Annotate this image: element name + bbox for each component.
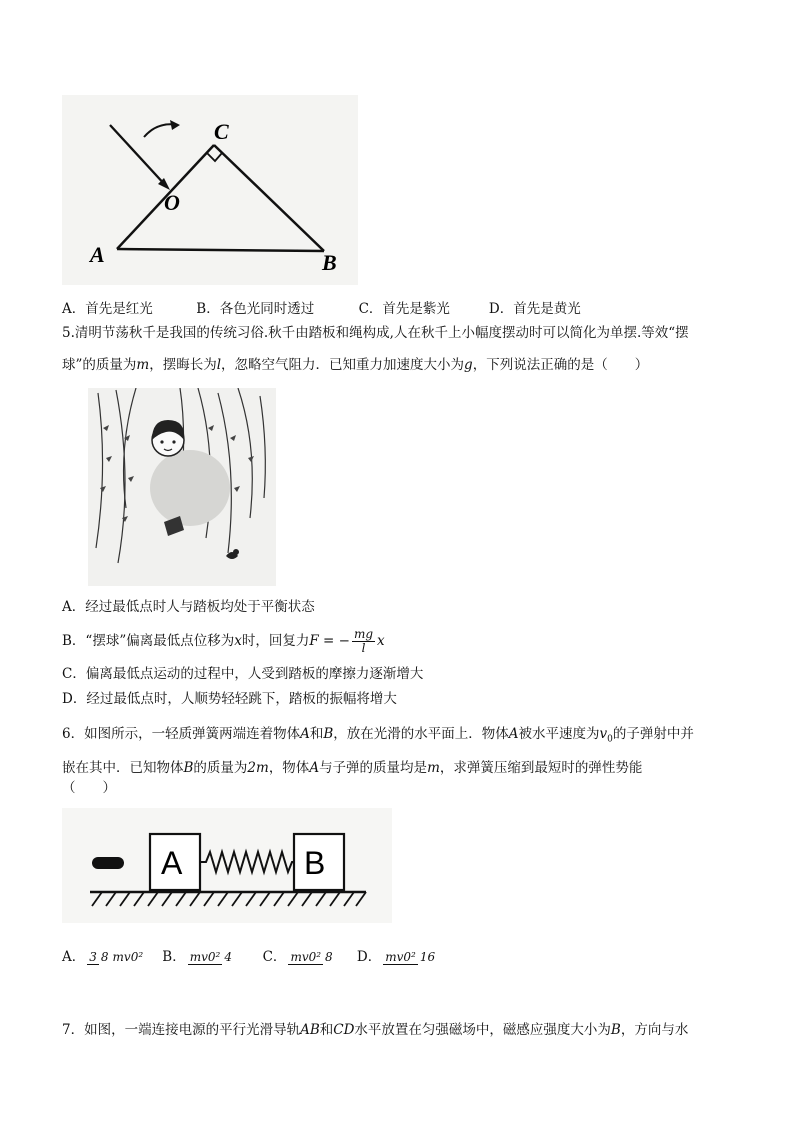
q5-option-b: B．“摆球”偏离最低点位移为x时，回复力F = − $\frac{mg}{l}$ x <box>62 627 385 655</box>
q5-option-d: D．经过最低点时，人顺势轻轻跳下，踏板的振幅将增大 <box>62 691 397 707</box>
label-A: A <box>90 242 105 267</box>
q6-option-b: B． mv0² 4 <box>162 949 232 965</box>
q6-stem-line2: 嵌在其中．已知物体B的质量为2m，物体A与子弹的质量均是m，求弹簧压缩到最短时的弹性势能 <box>62 760 643 776</box>
floor-hatching <box>92 892 366 906</box>
incident-ray <box>110 125 167 187</box>
prism-side-AB <box>117 249 324 251</box>
spring-blocks-figure <box>62 808 392 923</box>
q6-stem-line1: 6．如图所示，一轻质弹簧两端连着物体A和B，放在光滑的水平面上．物体A被水平速度为$v_0$的子弹射中并 <box>62 726 694 745</box>
q4-option-d: D．首先是黄光 <box>488 301 581 317</box>
q5-option-a: A．经过最低点时人与踏板均处于平衡状态 <box>62 599 315 615</box>
q4-options <box>62 299 581 319</box>
q6-option-c: C． mv0² 8 <box>262 949 333 965</box>
block-b-label: B <box>304 845 326 881</box>
right-angle-mark <box>207 153 222 161</box>
bullet <box>92 857 124 869</box>
q5-option-c: C．偏离最低点运动的过程中，人受到踏板的摩擦力逐渐增大 <box>62 666 424 682</box>
label-C: C <box>214 119 229 144</box>
prism-figure <box>62 95 358 285</box>
q6-options <box>62 940 439 974</box>
q5-stem-line1: 5.清明节荡秋千是我国的传统习俗.秋千由踏板和绳构成,人在秋千上小幅度摆动时可以简化为单摆.等效“摆 <box>62 325 689 341</box>
q6-stem-line3: （ ） <box>62 780 116 796</box>
label-O: O <box>164 190 180 215</box>
spring <box>200 852 294 872</box>
prism-side-CB <box>214 145 324 251</box>
q6-option-d: D． mv0² 16 <box>356 949 436 965</box>
q4-option-c: C．首先是紫光 <box>358 301 450 317</box>
rotation-arrowhead <box>170 120 180 130</box>
q6-option-a: A． 3 8 mv0² <box>62 949 144 965</box>
q7-stem-line1: 7．如图，一端连接电源的平行光滑导轨AB和CD水平放置在匀强磁场中，磁感应强度大小为B，方向与水 <box>62 1022 689 1038</box>
q5-stem-line2: 球”的质量为m，摆晦长为l，忽略空气阻力．已知重力加速度大小为g，下列说法正确的是（ ） <box>62 357 649 373</box>
q4-option-b: B．各色光同时透过 <box>196 301 315 317</box>
block-a-label: A <box>161 845 183 881</box>
q4-option-a: A．首先是红光 <box>62 301 153 317</box>
swing-body <box>150 450 230 526</box>
label-B: B <box>322 250 337 275</box>
swing-figure <box>88 388 276 586</box>
